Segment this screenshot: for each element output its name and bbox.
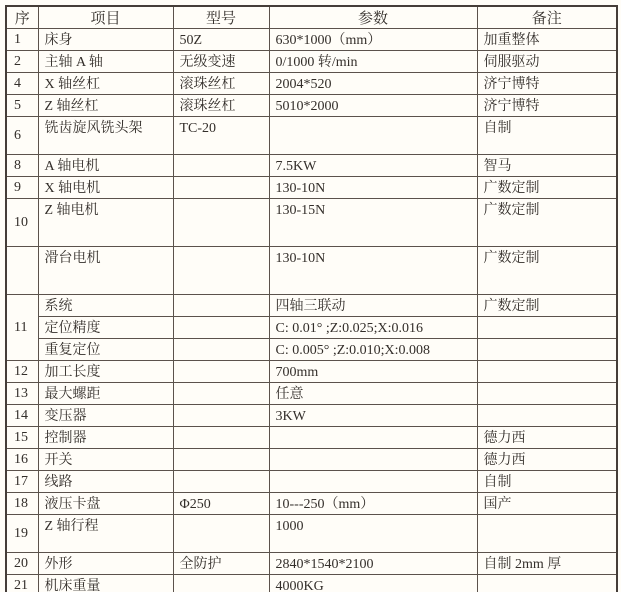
param-cell: 四轴三联动	[269, 295, 477, 317]
remark-cell	[477, 361, 617, 383]
seq-cell: 21	[6, 575, 38, 592]
item-cell: 控制器	[38, 427, 173, 449]
table-body	[6, 29, 617, 592]
param-cell	[269, 427, 477, 449]
table-row	[6, 29, 617, 51]
item-cell: Z 轴行程	[38, 515, 173, 553]
table-row	[6, 95, 617, 117]
item-cell: 铣齿旋风铣头架	[38, 117, 173, 155]
param-cell: 任意	[269, 383, 477, 405]
param-cell: 7.5KW	[269, 155, 477, 177]
param-cell: 130-15N	[269, 199, 477, 247]
param-cell: 2840*1540*2100	[269, 553, 477, 575]
seq-cell: 2	[6, 51, 38, 73]
model-cell	[173, 449, 269, 471]
remark-cell	[477, 317, 617, 339]
seq-cell: 5	[6, 95, 38, 117]
param-cell: C: 0.005° ;Z:0.010;X:0.008	[269, 339, 477, 361]
machine-spec-table	[5, 5, 618, 592]
item-cell: 变压器	[38, 405, 173, 427]
param-cell: 130-10N	[269, 247, 477, 295]
seq-cell	[6, 247, 38, 295]
remark-cell: 伺服驱动	[477, 51, 617, 73]
table-row	[6, 117, 617, 155]
param-cell: 5010*2000	[269, 95, 477, 117]
item-cell: 开关	[38, 449, 173, 471]
param-cell	[269, 449, 477, 471]
param-cell	[269, 471, 477, 493]
item-cell: Z 轴电机	[38, 199, 173, 247]
table-row	[6, 493, 617, 515]
model-cell	[173, 383, 269, 405]
remark-cell: 国产	[477, 493, 617, 515]
remark-cell	[477, 405, 617, 427]
item-cell: X 轴丝杠	[38, 73, 173, 95]
remark-cell: 广数定制	[477, 177, 617, 199]
item-cell: Z 轴丝杠	[38, 95, 173, 117]
model-cell	[173, 575, 269, 592]
table-row	[6, 449, 617, 471]
table-row	[6, 155, 617, 177]
seq-cell: 4	[6, 73, 38, 95]
seq-cell: 14	[6, 405, 38, 427]
seq-cell: 16	[6, 449, 38, 471]
item-cell: 定位精度	[38, 317, 173, 339]
model-cell	[173, 247, 269, 295]
table-row	[6, 553, 617, 575]
remark-cell	[477, 383, 617, 405]
remark-cell: 加重整体	[477, 29, 617, 51]
seq-cell: 18	[6, 493, 38, 515]
model-cell	[173, 155, 269, 177]
seq-cell: 8	[6, 155, 38, 177]
param-cell: 1000	[269, 515, 477, 553]
param-cell: 4000KG	[269, 575, 477, 592]
model-cell	[173, 515, 269, 553]
model-cell	[173, 361, 269, 383]
column-header-remark: 备注	[477, 6, 617, 29]
model-cell: 全防护	[173, 553, 269, 575]
seq-cell: 10	[6, 199, 38, 247]
seq-cell: 1	[6, 29, 38, 51]
model-cell	[173, 471, 269, 493]
remark-cell: 自制	[477, 117, 617, 155]
model-cell: 50Z	[173, 29, 269, 51]
item-cell: 线路	[38, 471, 173, 493]
model-cell	[173, 177, 269, 199]
remark-cell: 广数定制	[477, 295, 617, 317]
column-header-item: 项目	[38, 6, 173, 29]
table-row	[6, 247, 617, 295]
remark-cell: 德力西	[477, 427, 617, 449]
seq-cell: 17	[6, 471, 38, 493]
remark-cell: 智马	[477, 155, 617, 177]
table-row	[6, 339, 617, 361]
model-cell	[173, 427, 269, 449]
seq-cell: 20	[6, 553, 38, 575]
remark-cell	[477, 575, 617, 592]
item-cell: 机床重量	[38, 575, 173, 592]
table-row	[6, 515, 617, 553]
column-header-seq: 序	[6, 6, 38, 29]
item-cell: 床身	[38, 29, 173, 51]
seq-cell: 15	[6, 427, 38, 449]
model-cell: 滚珠丝杠	[173, 95, 269, 117]
column-header-param: 参数	[269, 6, 477, 29]
remark-cell: 自制 2mm 厚	[477, 553, 617, 575]
seq-cell: 11	[6, 295, 38, 361]
model-cell	[173, 199, 269, 247]
seq-cell: 6	[6, 117, 38, 155]
model-cell: Φ250	[173, 493, 269, 515]
remark-cell	[477, 339, 617, 361]
model-cell: TC-20	[173, 117, 269, 155]
model-cell: 滚珠丝杠	[173, 73, 269, 95]
model-cell	[173, 317, 269, 339]
param-cell: 0/1000 转/min	[269, 51, 477, 73]
param-cell: 3KW	[269, 405, 477, 427]
table-row	[6, 361, 617, 383]
param-cell	[269, 117, 477, 155]
seq-cell: 19	[6, 515, 38, 553]
seq-cell: 13	[6, 383, 38, 405]
item-cell: 最大螺距	[38, 383, 173, 405]
table-row	[6, 575, 617, 592]
table-row	[6, 73, 617, 95]
seq-cell: 12	[6, 361, 38, 383]
param-cell: C: 0.01° ;Z:0.025;X:0.016	[269, 317, 477, 339]
model-cell	[173, 339, 269, 361]
item-cell: 滑台电机	[38, 247, 173, 295]
table-row	[6, 199, 617, 247]
table-row	[6, 177, 617, 199]
param-cell: 700mm	[269, 361, 477, 383]
table-row	[6, 295, 617, 317]
param-cell: 2004*520	[269, 73, 477, 95]
param-cell: 630*1000（mm）	[269, 29, 477, 51]
seq-cell: 9	[6, 177, 38, 199]
item-cell: 液压卡盘	[38, 493, 173, 515]
remark-cell: 济宁博特	[477, 73, 617, 95]
item-cell: A 轴电机	[38, 155, 173, 177]
model-cell	[173, 405, 269, 427]
table-row	[6, 383, 617, 405]
item-cell: 系统	[38, 295, 173, 317]
table-row	[6, 405, 617, 427]
model-cell	[173, 295, 269, 317]
remark-cell: 自制	[477, 471, 617, 493]
table-row	[6, 427, 617, 449]
header-row	[6, 6, 617, 29]
remark-cell	[477, 515, 617, 553]
table-row	[6, 317, 617, 339]
param-cell: 10---250（mm）	[269, 493, 477, 515]
table-row	[6, 51, 617, 73]
item-cell: 主轴 A 轴	[38, 51, 173, 73]
remark-cell: 广数定制	[477, 247, 617, 295]
item-cell: 重复定位	[38, 339, 173, 361]
item-cell: 加工长度	[38, 361, 173, 383]
remark-cell: 济宁博特	[477, 95, 617, 117]
table-row	[6, 471, 617, 493]
model-cell: 无级变速	[173, 51, 269, 73]
param-cell: 130-10N	[269, 177, 477, 199]
column-header-model: 型号	[173, 6, 269, 29]
item-cell: 外形	[38, 553, 173, 575]
remark-cell: 广数定制	[477, 199, 617, 247]
item-cell: X 轴电机	[38, 177, 173, 199]
remark-cell: 德力西	[477, 449, 617, 471]
